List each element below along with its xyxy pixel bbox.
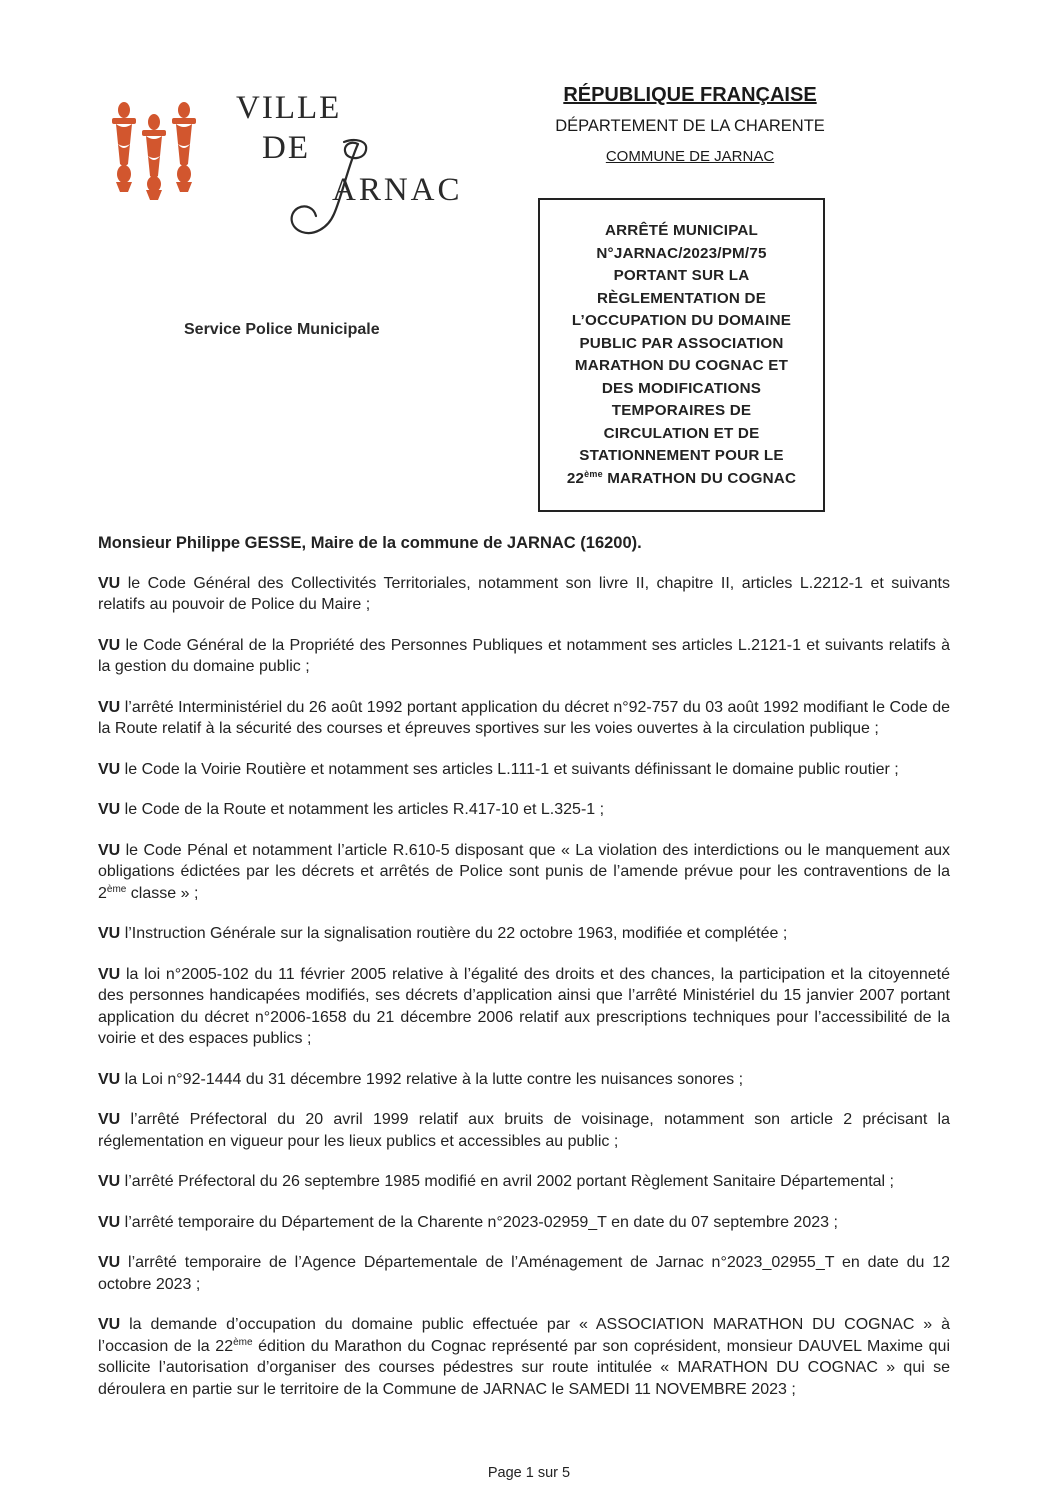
arrete-line: PUBLIC PAR ASSOCIATION — [579, 334, 784, 352]
vu-paragraph: VU la loi n°2005-102 du 11 février 2005 relative à l’égalité des droits et des chances, la participation et la citoyenneté des personnes handicapées modifiés, ses décrets d’application ainsi que l’arrêté Ministériel du 15 janvier 2007 portant application du décret n°2006-1658 du 21 décembre 2006 relatif aux prescriptions techniques pour l’accessibilité de la voirie et des espaces publics ; — [98, 965, 950, 1047]
arrete-title — [557, 220, 807, 490]
arrete-line: STATIONNEMENT POUR LE — [579, 447, 784, 464]
vu-paragraph: VU le Code Général de la Propriété des Personnes Publiques et notamment ses articles L.2121-1 et suivants relatifs à la gestion du domaine public ; — [98, 636, 950, 675]
arrete-line: TEMPORAIRES DE — [611, 402, 752, 419]
vu-paragraph: VU l’arrêté Préfectoral du 20 avril 1999 relatif aux bruits de voisinage, notamment son article 2 précisant la réglementation en vigueur pour les lieux publics et accessibles au public ; — [98, 1111, 950, 1150]
arrete-line: MARATHON DU COGNAC ET — [574, 357, 789, 374]
logo-figures-icon — [108, 100, 200, 200]
vu-paragraph: VU le Code de la Route et notamment les articles R.417-10 et L.325-1 ; — [98, 801, 605, 818]
commune-label: COMMUNE DE JARNAC — [605, 148, 775, 165]
header-republique — [540, 84, 840, 165]
vu-paragraph: VU l’arrêté temporaire de l’Agence Départementale de l’Aménagement de Jarnac n°2023_02955_T en date du 12 octobre 2023 ; — [98, 1254, 950, 1293]
vu-paragraph: VU le Code Pénal et notamment l’article R.610-5 disposant que « La violation des interdictions ou le manquement aux obligations édictées par les décrets et arrêtés de Police sont punis de l’amende prévue pour les contraventions de la 2ème classe » ; — [98, 841, 950, 902]
arrete-line: DES MODIFICATIONS — [601, 379, 762, 397]
logo-de: DE — [262, 130, 310, 166]
departement-label: DÉPARTEMENT DE LA CHARENTE — [555, 117, 825, 135]
vu-paragraph: VU la Loi n°92-1444 du 31 décembre 1992 relative à la lutte contre les nuisances sonores ; — [98, 1070, 744, 1088]
logo-jarnac: ARNAC — [332, 172, 463, 208]
arrete-title-box — [538, 198, 825, 512]
vu-paragraph: VU l’Instruction Générale sur la signalisation routière du 22 octobre 1963, modifiée et complétée ; — [98, 925, 788, 942]
vu-paragraph: VU l’arrêté Préfectoral du 26 septembre 1985 modifié en avril 2002 portant Règlement Sanitaire Départemental ; — [98, 1173, 894, 1190]
republique-francaise-title: RÉPUBLIQUE FRANÇAISE — [563, 84, 817, 106]
arrete-line: L’OCCUPATION DU DOMAINE — [571, 312, 792, 329]
arrete-line: N°JARNAC/2023/PM/75 — [596, 244, 767, 262]
vu-paragraph: VU le Code la Voirie Routière et notamment ses articles L.111-1 et suivants définissant le domaine public routier ; — [98, 760, 899, 778]
vu-paragraph: VU le Code Général des Collectivités Territoriales, notamment son livre II, chapitre II, articles L.2212-1 et suivants relatifs au pouvoir de Police du Maire ; — [98, 574, 950, 613]
service-label: Service Police Municipale — [184, 321, 380, 338]
page-footer: Page 1 sur 5 — [487, 1465, 571, 1481]
mayor-line: Monsieur Philippe GESSE, Maire de la commune de JARNAC (16200). — [98, 534, 642, 552]
arrete-line: 22ème MARATHON DU COGNAC — [566, 468, 797, 487]
vu-paragraph: VU l’arrêté Interministériel du 26 août 1992 portant application du décret n°92-757 du 03 août 1992 modifiant le Code de la Route relatif à la sécurité des courses et épreuves sportives sur les voies ouvertes à la circulation publique ; — [98, 698, 950, 737]
vu-paragraph: VU l’arrêté temporaire du Département de la Charente n°2023-02959_T en date du 07 septembre 2023 ; — [98, 1213, 838, 1231]
vu-paragraph: VU la demande d’occupation du domaine public effectuée par « ASSOCIATION MARATHON DU COGNAC » à l’occasion de la 22ème édition du Marathon du Cognac représenté par son coprésident, monsieur DAUVEL Maxime qui sollicite l’autorisation d’organiser des courses pédestres sur route intitulée « MARATHON DU COGNAC » qui se déroulera en partie sur le territoire de la Commune de JARNAC le SAMEDI 11 NOVEMBRE 2023 ; — [98, 1316, 951, 1398]
arrete-body — [98, 533, 950, 1419]
arrete-line: RÈGLEMENTATION DE — [596, 289, 767, 307]
ville-de-jarnac-logo — [108, 88, 463, 238]
logo-ville: VILLE — [236, 90, 342, 126]
arrete-line: ARRÊTÉ MUNICIPAL — [604, 222, 759, 239]
arrete-line: PORTANT SUR LA — [613, 267, 750, 284]
arrete-line: CIRCULATION ET DE — [603, 424, 760, 442]
